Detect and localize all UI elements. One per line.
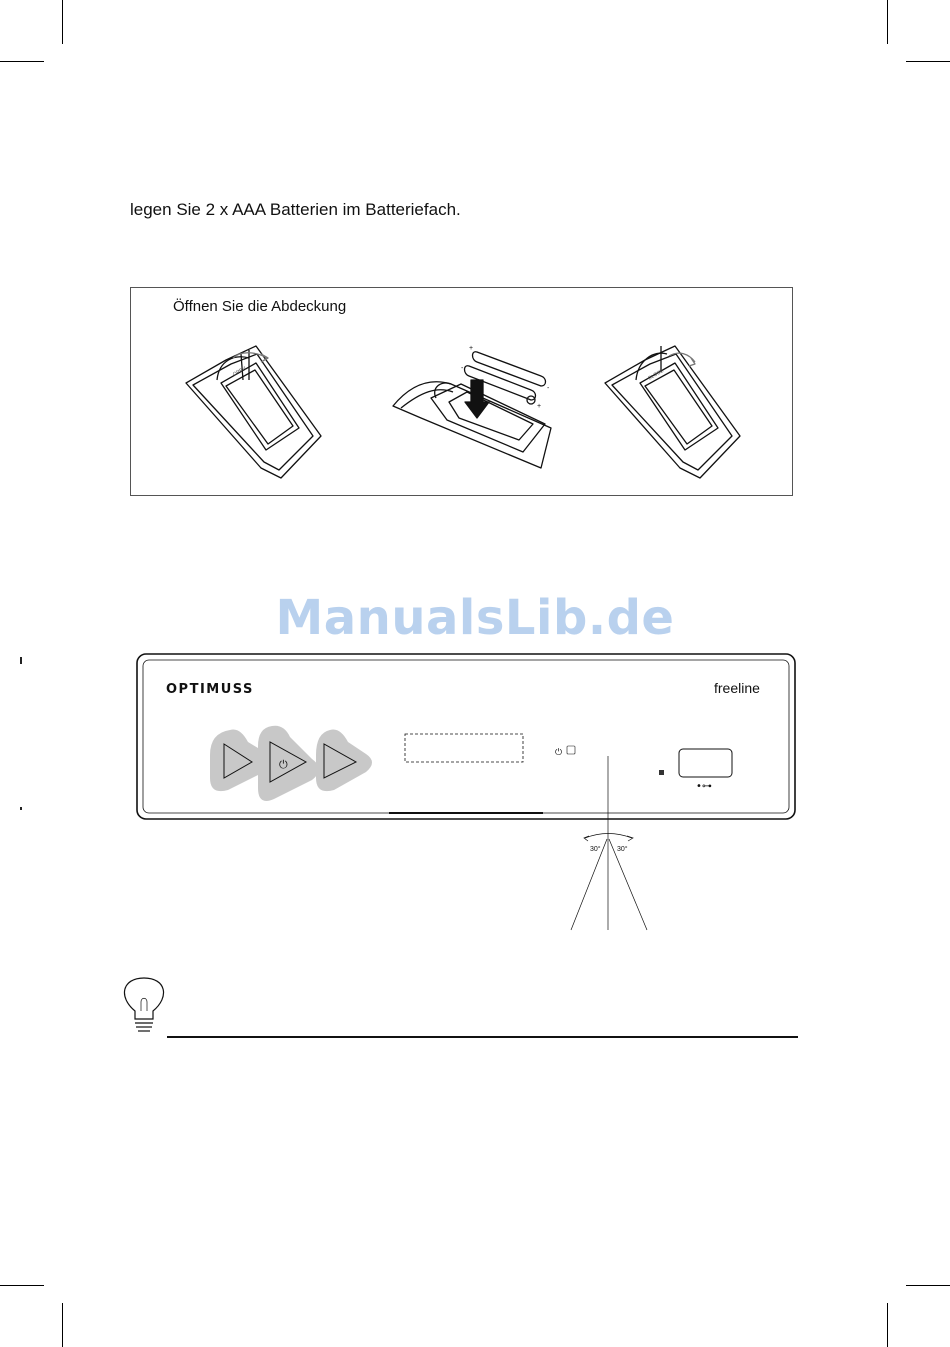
usb-port — [679, 749, 732, 777]
card-slot-indicator — [659, 770, 664, 775]
power-icon: ⏻ — [279, 758, 288, 771]
standby-led — [567, 746, 575, 754]
polarity-plus: + — [537, 403, 542, 410]
watermark: ManualsLib.de — [275, 590, 675, 646]
ir-angle-diagram — [571, 756, 647, 930]
polarity-minus: - — [547, 385, 550, 392]
open-label: OPEN — [232, 365, 248, 378]
light-bulb-icon — [124, 978, 163, 1031]
step-caption: Öffnen Sie die Abdeckung — [173, 298, 347, 315]
display-window — [405, 734, 523, 762]
panel-button-group — [210, 726, 372, 801]
polarity-minus: - — [461, 365, 464, 372]
close-label: CLOSE — [647, 368, 665, 382]
usb-icon: •⊶ — [696, 781, 712, 792]
polarity-plus: + — [469, 345, 474, 352]
model-name: freeline — [714, 680, 760, 696]
ir-angle-left: 30° — [590, 846, 601, 853]
intro-text: legen Sie 2 x AAA Batterien im Batteriefach. — [130, 200, 461, 219]
tip-rule — [167, 1036, 798, 1038]
ir-angle-right: 30° — [617, 846, 628, 853]
power-icon: ⏻ — [555, 748, 563, 758]
brand-logo: OPTIMUSS — [166, 682, 254, 697]
